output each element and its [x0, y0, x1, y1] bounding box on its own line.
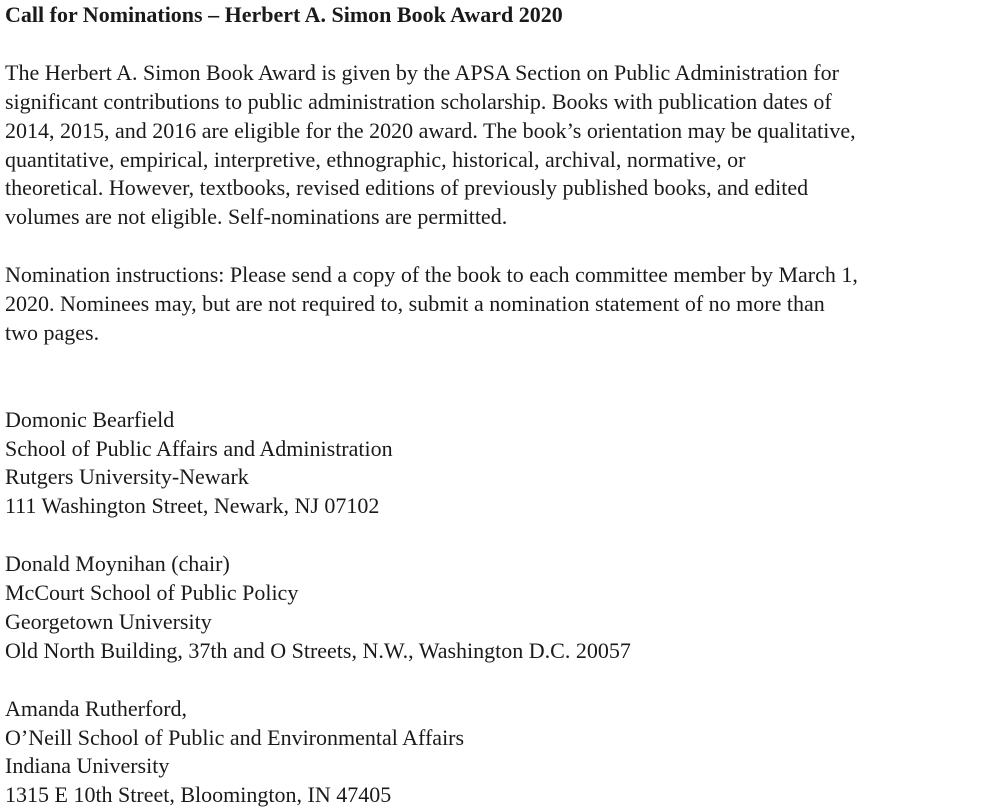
member-address: Old North Building, 37th and O Streets, N.W., Washington D.C. 20057	[5, 637, 631, 663]
instructions-line: two pages.	[5, 319, 100, 345]
member-school: McCourt School of Public Policy	[5, 580, 299, 606]
intro-line: quantitative, empirical, interpretive, ethnographic, historical, archival, normative, or	[5, 146, 746, 172]
member-school: School of Public Affairs and Administration	[5, 435, 393, 461]
spacer	[5, 666, 983, 695]
member-name: Donald Moynihan (chair)	[5, 551, 230, 577]
document-title: Call for Nominations – Herbert A. Simon Book Award 2020	[5, 2, 563, 27]
member-address: 1315 E 10th Street, Bloomington, IN 47405	[5, 782, 392, 808]
intro-line: theoretical. However, textbooks, revised editions of previously published books, and edited	[5, 175, 809, 201]
instructions-paragraph	[5, 261, 983, 348]
intro-line: 2014, 2015, and 2016 are eligible for the 2020 award. The book’s orientation may be qualitative,	[5, 117, 856, 143]
intro-line: The Herbert A. Simon Book Award is given by the APSA Section on Public Administration for	[5, 59, 839, 85]
instructions-line: Nomination instructions: Please send a copy of the book to each committee member by March 1,	[5, 262, 858, 288]
intro-line: volumes are not eligible. Self-nominations are permitted.	[5, 204, 508, 230]
committee-member-2	[5, 550, 983, 666]
member-address: 111 Washington Street, Newark, NJ 07102	[5, 493, 380, 519]
member-university: Rutgers University-Newark	[5, 464, 249, 490]
committee-member-3	[5, 695, 983, 810]
spacer	[5, 30, 983, 59]
member-name: Amanda Rutherford,	[5, 695, 188, 721]
committee-member-1	[5, 406, 983, 522]
intro-paragraph	[5, 59, 983, 232]
member-school: O’Neill School of Public and Environmental Affairs	[5, 724, 465, 750]
spacer	[5, 348, 983, 406]
member-university: Georgetown University	[5, 608, 212, 634]
spacer	[5, 521, 983, 550]
member-name: Domonic Bearfield	[5, 406, 175, 432]
intro-line: significant contributions to public administration scholarship. Books with publication dates of	[5, 88, 832, 114]
instructions-line: 2020. Nominees may, but are not required to, submit a nomination statement of no more than	[5, 291, 825, 317]
spacer	[5, 232, 983, 261]
member-university: Indiana University	[5, 753, 170, 779]
